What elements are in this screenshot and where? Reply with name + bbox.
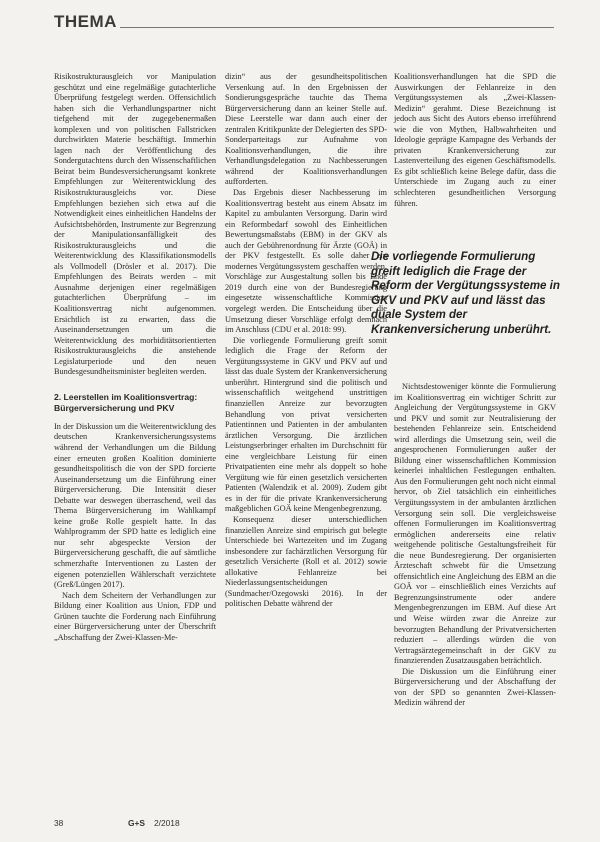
section-heading: 2. Leerstellen im Koalitionsvertrag: Bürgerversicherung und PKV <box>54 391 198 413</box>
paragraph: In der Diskussion um die Weiterentwicklung des deutschen Krankenversicherungssystems während der Verhandlungen um die Bildung einer erneuten großen Koalition dominierte gesundheitspolitisch die von der SPD forcierte Auseinandersetzung um die Einführung einer Bürgerversicherung. Die Intensität dieser Debatte war deswegen überraschend, weil das Thema Bürgerversicherung im Wahlkampf keine große Rolle gespielt hatte. In das Wahlprogramm der SPD hatte es lediglich eine nur sehr abgespeckte Version der Bürgerversicherung geschafft, die auf sämtliche schmerzhafte Interventionen zu Lasten der eigenen potenziellen Wählerschaft verzichtete (Greß/Lüngen 2017). <box>54 421 216 590</box>
page-footer <box>54 818 554 832</box>
section-title: THEMA <box>54 12 117 31</box>
paragraph: Die Diskussion um die Einführung einer Bürgerversicherung und der Abschaffung der von der SPD so genannten Zwei-Klassen-Medizin während der <box>394 666 556 708</box>
paragraph: Nach dem Scheitern der Verhandlungen zur Bildung einer Koalition aus Union, FDP und Grünen tauchte die Forderung nach Einführung einer Bürgerversicherung unter der Überschrift „Abschaffung der Zwei-Klassen-Me- <box>54 590 216 642</box>
header-rule <box>120 27 554 28</box>
page-header <box>54 12 554 34</box>
paragraph: Koalitionsverhandlungen hat die SPD die Auswirkungen der Fehlanreize in den Vergütungssystemen als „Zwei-Klassen-Medizin“ gerahmt. Diese Bezeichnung ist jedoch aus Sicht des Autors ebenso irreführend wie die von Mythen, Halbwahrheiten und Ideologie geprägte Kampagne des Verbands der privaten Krankenversicherung zur Lastenverteilung des eigenen Geschäftsmodells. Es gibt schließlich keine Belege dafür, dass die Unterschiede im Zugang auch zu einer schlechteren gesundheitlichen Versorgung führen. <box>394 72 556 208</box>
paragraph: Nichtsdestoweniger könnte die Formulierung im Koalitionsvertrag ein wichtiger Schritt zur Angleichung der Vergütungssysteme in GKV und PKV und somit zur Neutralisierung der bestehenden Fehlanreize sein. Entscheidend wird allerdings die Umsetzung sein, weil die angesprochenen Formulierungen außer der Bildung einer wissenschaftlichen Kommission keinerlei inhaltlichen Festlegungen enthalten. Aus den Formulierungen geht noch nicht einmal hervor, ob Ziel tatsächlich ein einheitliches Vergütungssystem in der ambulanten ärztlichen Versorgung sein soll. Die vergleichsweise offenen Formulierungen im Koalitionsvertrag ermöglichen andererseits eine relativ weitgehende politische Gestaltungsfreiheit für die neue Bundesregierung. Der organisierten Ärzteschaft schwebt für die Umsetzung offensichtlich eine Angleichung des EBM an die GOÄ vor – einschließlich eines Verzichts auf Begrenzungsinstrumente oder andere Mengenbegrenzungen im EBM. Auf diese Art und Weise würden zwar die Anreize zur bevorzugten Behandlung der Privatversicherten reduziert – allerdings würden die von Vertragsärztegemeinschaft in der GKV zu finanzierenden Zusatzausgaben beträchtlich. <box>394 382 556 666</box>
pull-quote: Die vorliegende Formulierung greift lediglich die Frage der Reform der Vergütungssysteme in GKV und PKV auf und lässt das duale System der Krankenversicherung unberührt. <box>371 250 560 336</box>
issue-number: 2/2018 <box>154 818 180 828</box>
text-column-2 <box>225 72 387 610</box>
text-column-3 <box>394 72 556 209</box>
paragraph: dizin“ aus der gesundheitspolitischen Versenkung auf. In den Ergebnissen der Sondierungsgespräche tauchte das Thema Bürgerversicherung dann an keiner Stelle auf. Diese Leerstelle war dann auch einer der zentralen Kritikpunkte der Delegierten des SPD-Sonderparteitags zur Aufnahme von Koalitionsverhandlungen, die ihre Verhandlungsdelegation zu Nachbesserungen während der Koalitionsverhandlungen aufforderten. <box>225 72 387 187</box>
text-column-3-lower <box>394 382 556 709</box>
paragraph: Das Ergebnis dieser Nachbesserung im Koalitionsvertrag besteht aus einem Absatz im Kapitel zu ambulanten Versorgung. Darin wird ein Reformbedarf sowohl des Einheitlichen Bewertungsmaßstabs (EBM) in der GKV als auch der Gebührenordnung für Ärzte (GOÄ) in der PKV festgestellt. Es solle daher ein modernes Vergütungssystem geschaffen werden. Vorschläge zur Ausgestaltung sollen bis Ende 2019 durch eine von der Bundesregierung eingesetzte wissenschaftliche Kommission vorgelegt werden. Die Entscheidung über die Umsetzung dieser Vorschläge erfolgt demnach im Anschluss (CDU et al. 2018: 99). <box>225 188 387 335</box>
page-number: 38 <box>54 818 64 828</box>
paragraph: Die vorliegende Formulierung greift somit lediglich die Frage der Reform der Vergütungssysteme in GKV und PKV auf und lässt das duale System der Krankenversicherung unberührt. Hintergrund sind die politisch und wissenschaftlich weitgehend unstrittigen finanziellen Anreize zur bevorzugten Behandlung von privat versicherten Patientinnen und Patienten in der ambulanten ärztlichen Versorgung. Die ärztlichen Leistungserbringer erhalten im Durchschnitt für eine vergleichbare Leistung für einen Privatpatienten eine mehr als doppelt so hohe Vergütung wie für einen gesetzlich versicherten Patienten (Walendzik et al. 2009). Zudem gibt es in der für die private Krankenversicherung maßgeblichen GOÄ keine Mengenbegrenzung. <box>225 335 387 514</box>
text-column-1 <box>54 72 216 643</box>
journal-name: G+S <box>128 818 145 828</box>
paragraph: Risikostrukturausgleich vor Manipulation geschützt und eine regelmäßige gutachterliche Überprüfung festgelegt werden. Offensichtlich haben sich die Verhandlungspartner nicht tiefgehend mit der zugegebenermaßen komplexen und von politischen Fallstricken durchwirkten Materie beschäftigt. Immerhin lagen nach der Veröffentlichung des Sondergutachtens durch den Wissenschaftlichen Beirat beim Bundesversicherungsamt konkrete Empfehlungen zur Weiterentwicklung des Risikostrukturausgleichs vor. Diese Empfehlungen beziehen sich etwa auf die Notwendigkeit eines einheitlichen Handelns der Aufsichtsbehörden, Instrumente zur Begrenzung der Manipulationsanfälligkeit des Risikostrukturausgleichs und die Weiterentwicklung des Klassifikationsmodells als Vollmodell (Drösler et al. 2017). Die Empfehlungen des Beirats werden – mit Ausnahme derjenigen einer regelmäßigen gutachterlichen Überprüfung – im Koalitionsvertrag nicht aufgenommen. Ersichtlich ist zu erwarten, dass die Auseinandersetzungen um die Weiterentwicklung des morbiditätsorientierten Risikostrukturausgleichs die anstehende Legislaturperiode und den neuen Bundesgesundheitsminister begleiten werden. <box>54 72 216 377</box>
paragraph: Konsequenz dieser unterschiedlichen finanziellen Anreize sind empirisch gut belegte Unterschiede bei Wartezeiten und im Zugang insbesondere zur fachärztlichen Versorgung für gesetzlich Versicherte (Roll et al. 2012) sowie allokative Fehlanreize bei Niederlassungsentscheidungen (Sundmacher/Ozegowski 2016). In der politischen Debatte während der <box>225 514 387 609</box>
